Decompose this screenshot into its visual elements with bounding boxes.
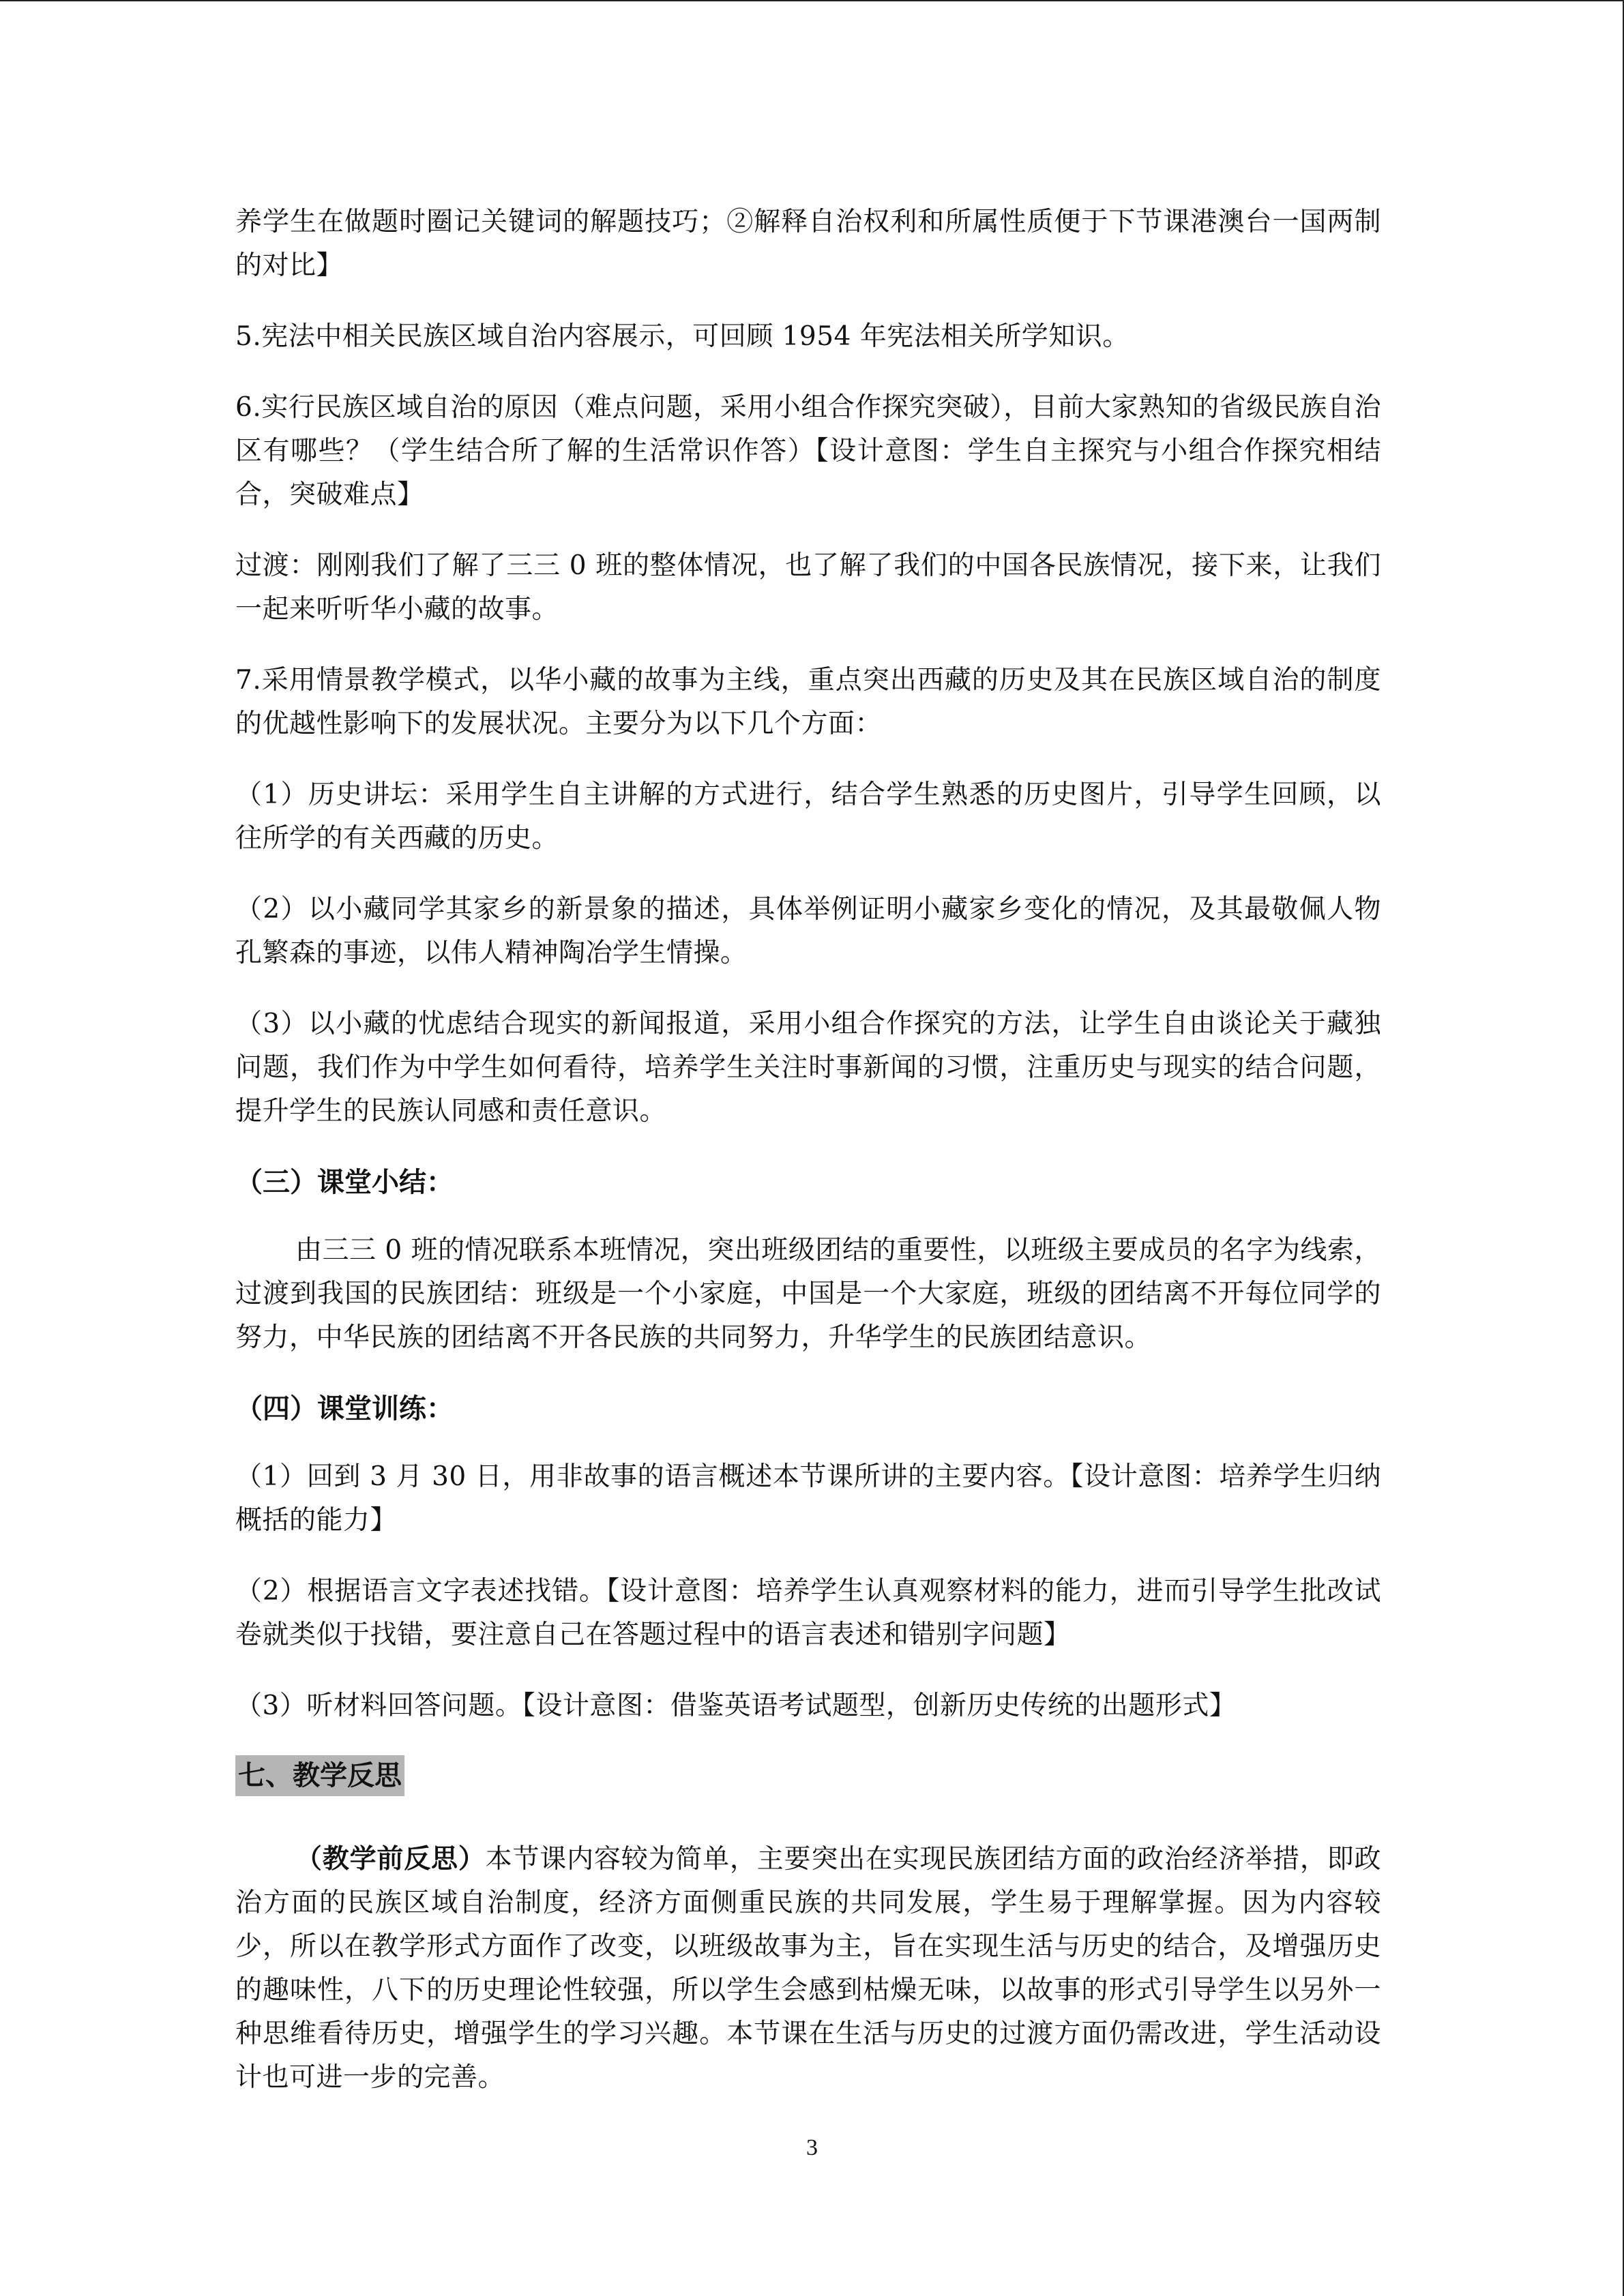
paragraph-item-5: 5.宪法中相关民族区域自治内容展示，可回顾 1954 年宪法相关所学知识。 (235, 321, 1130, 352)
reflection-body: 本节课内容较为简单，主要突出在实现民族团结方面的政治经济举措，即政治方面的民族区域自治制度，经济方面侧重民族的共同发展，学生易于理解掌握。因为内容较少，所以在教学形式方面作了改变，以班级故事为主，旨在实现生活与历史的结合，及增强历史的趣味性，八下的历史理论性较强，所以学生会感到枯燥无味，以故事的形式引导学生以另外一种思维看待历史，增强学生的学习兴趣。本节课在生活与历史的过渡方面仍需改进，学生活动设计也可进一步的完善。 (235, 1844, 1381, 2093)
paragraph-transition: 过渡：刚刚我们了解了三三 0 班的整体情况，也了解了我们的中国各民族情况，接下来，让我们一起来听听华小藏的故事。 (235, 550, 1381, 625)
paragraph-subitem-1: （1）历史讲坛：采用学生自主讲解的方式进行，结合学生熟悉的历史图片，引导学生回顾，以往所学的有关西藏的历史。 (235, 779, 1381, 854)
page-content (235, 200, 1381, 2127)
paragraph-training-2: （2）根据语言文字表述找错。【设计意图：培养学生认真观察材料的能力，进而引导学生批改试卷就类似于找错，要注意自己在答题过程中的语言表述和错别字问题】 (235, 1576, 1381, 1650)
paragraph-class-summary: 由三三 0 班的情况联系本班情况，突出班级团结的重要性，以班级主要成员的名字为线索，过渡到我国的民族团结：班级是一个小家庭，中国是一个大家庭，班级的团结离不开每位同学的努力，中华民族的团结离不开各民族的共同努力，升华学生的民族团结意识。 (235, 1235, 1381, 1353)
section-heading-teaching-reflection: 七、教学反思 (235, 1755, 404, 1796)
heading-class-training: （四）课堂训练： (235, 1393, 454, 1425)
paragraph-item-7: 7.采用情景教学模式，以华小藏的故事为主线，重点突出西藏的历史及其在民族区域自治的制度的优越性影响下的发展状况。主要分为以下几个方面： (235, 665, 1381, 739)
section-heading-wrapper (235, 1755, 1381, 1837)
reflection-lead-label: （教学前反思） (295, 1843, 486, 1875)
paragraph-training-3: （3）听材料回答问题。【设计意图：借鉴英语考试题型，创新历史传统的出题形式】 (235, 1690, 1237, 1721)
paragraph-reflection (235, 1837, 1381, 2100)
paragraph-design-intent-continued: 养学生在做题时圈记关键词的解题技巧；②解释自治权利和所属性质便于下节课港澳台一国两制的对比】 (235, 207, 1381, 281)
paragraph-training-1: （1）回到 3 月 30 日，用非故事的语言概述本节课所讲的主要内容。【设计意图：培养学生归纳概括的能力】 (235, 1461, 1381, 1536)
paragraph-subitem-2: （2）以小藏同学其家乡的新景象的描述，具体举例证明小藏家乡变化的情况，及其最敬佩人物孔繁森的事迹，以伟人精神陶冶学生情操。 (235, 894, 1381, 968)
paragraph-subitem-3: （3）以小藏的忧虑结合现实的新闻报道，采用小组合作探究的方法，让学生自由谈论关于藏独问题，我们作为中学生如何看待，培养学生关注时事新闻的习惯，注重历史与现实的结合问题，提升学生的民族认同感和责任意识。 (235, 1009, 1381, 1127)
paragraph-item-6: 6.实行民族区域自治的原因（难点问题，采用小组合作探究突破），目前大家熟知的省级民族自治区有哪些？（学生结合所了解的生活常识作答）【设计意图：学生自主探究与小组合作探究相结合，突破难点】 (235, 392, 1381, 510)
page-number: 3 (806, 2135, 818, 2160)
heading-class-summary: （三）课堂小结： (235, 1167, 454, 1198)
